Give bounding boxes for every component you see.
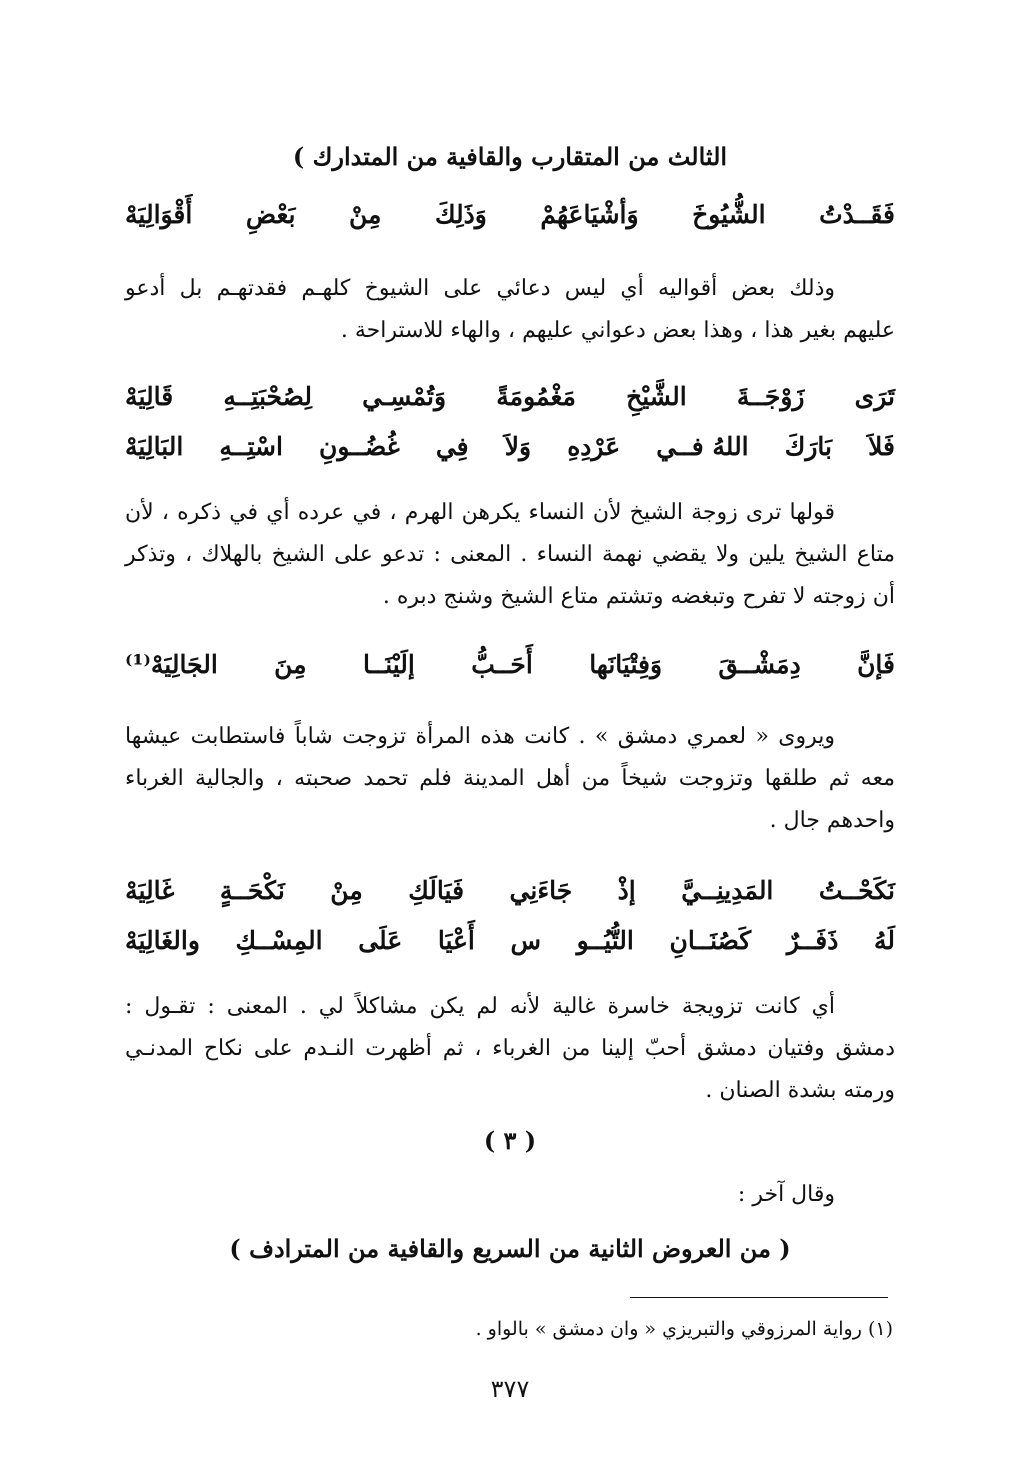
verse-line-2b <box>125 428 895 466</box>
verse-word: أَقْوَالِيَهْ <box>125 200 193 229</box>
verse-word: والغَالِيَهْ <box>125 926 200 955</box>
verse-word: قَالِيَهْ <box>125 382 174 411</box>
verse-word: فَإنَّ <box>857 650 895 679</box>
verse-line-1 <box>125 196 895 234</box>
verse-word: عَلَى <box>358 926 403 955</box>
verse-word: غَالِيَهْ <box>125 876 175 905</box>
meter-heading-1: الثالث من المتقارب والقافية من المتدارك ) <box>292 142 728 171</box>
verse-word: أَحَــبُّ <box>471 650 533 679</box>
verse-line-4a <box>125 872 895 910</box>
text-line: قولها ترى زوجة الشيخ لأن النساء يكرهن الهرم ، في عرده أي في ذكره ، لأن <box>125 500 835 525</box>
verse-word: المِسْــكِ <box>235 926 323 955</box>
commentary-paragraph-1 <box>125 268 895 352</box>
meter-heading-2: ( من العروض الثانية من السريع والقافية من المترادف ) <box>229 1234 791 1263</box>
text-line: ويروى « لعمري دمشق » . كانت هذه المرأة تزوجت شاباً فاستطابت عيشها <box>125 724 835 749</box>
text-line: ورمته بشدة الصنان . <box>705 1078 895 1103</box>
verse-word: مِنْ <box>349 200 382 229</box>
text-line: دمشق وفتيان دمشق أحبّ إلينا من الغرباء ، ثم أظهرت النـدم على نكاح المدنـي <box>125 1036 895 1061</box>
verse-line-4b <box>125 922 895 960</box>
verse-word: دِمَشْــقَ <box>718 650 801 679</box>
verse-word: وَفِتْيَانَها <box>589 650 663 679</box>
verse-word: مِنَ <box>274 650 307 679</box>
verse-word: وَذَلِكَ <box>434 200 487 229</box>
verse-word: فَقَــدْتُ <box>819 200 895 229</box>
verse-word: نَكْحَــةٍ <box>219 876 285 905</box>
verse-word: التُّيُــو <box>576 926 634 955</box>
commentary-paragraph-3 <box>125 716 895 842</box>
footnote: (١) رواية المرزوقي والتبريزي « وان دمشق » بالواو . <box>475 1318 893 1340</box>
verse-line-3 <box>125 646 895 684</box>
verse-word: وَأشْيَاعَهُمْ <box>540 200 639 229</box>
verse-word: المَدِينِــيَّ <box>681 876 774 905</box>
text-line: عليهم بغير هذا ، وهذا بعض دعواني عليهم ، والهاء للاستراحة . <box>340 318 895 343</box>
verse-word: وَتُمْسِـي <box>362 382 447 411</box>
verse-word: فَلاَ <box>868 432 895 461</box>
text-line: وذلك بعض أقواليه أي ليس دعائي على الشيوخ كلهـم فقدتهـم بل أدعو <box>125 276 835 301</box>
verse-word: اللهُ فــي <box>656 432 749 461</box>
verse-word: عَرْدِهِ <box>567 432 621 461</box>
page-number: ٣٧٧ <box>490 1375 530 1403</box>
text-line: أن زوجته لا تفرح وتبغضه وتشتم متاع الشيخ وشنج دبره . <box>382 584 895 609</box>
verse-word: مَغْمُومَةً <box>496 382 576 411</box>
verse-word: مِنْ <box>330 876 363 905</box>
verse-word: إذْ <box>617 876 636 905</box>
verse-word: فَيَالَكِ <box>408 876 465 905</box>
verse-word: لِصُحْبَتِــهِ <box>223 382 312 411</box>
section-number: ( ٣ ) <box>483 1126 537 1155</box>
verse-word: جَاءَنِي <box>509 876 573 905</box>
verse-word: بَارَكَ <box>784 432 833 461</box>
verse-word: أَعْيَا <box>437 926 475 955</box>
verse-word: الجَالِيَهْ⁽¹⁾ <box>125 650 218 679</box>
speaker-intro: وقال آخر : <box>737 1182 835 1207</box>
verse-word: تَرَى <box>854 382 895 411</box>
footnote-divider <box>630 1297 888 1298</box>
commentary-paragraph-4 <box>125 986 895 1112</box>
verse-word: نَكَحْــتُ <box>818 876 895 905</box>
verse-word: الشُّيُوخَ <box>692 200 766 229</box>
commentary-paragraph-2 <box>125 492 895 618</box>
verse-word: البَالِيَهْ <box>125 432 184 461</box>
verse-word: فِي <box>435 432 469 461</box>
verse-word: بَعْضِ <box>245 200 296 229</box>
verse-word: الشَّيْخِ <box>626 382 687 411</box>
text-line: متاع الشيخ يلين ولا يقضي نهمة النساء . المعنى : تدعو على الشيخ بالهلاك ، وتذكر <box>125 542 895 567</box>
verse-word: كَصُنَــانِ <box>669 926 752 955</box>
text-line: أي كانت تزويجة خاسرة غالية لأنه لم يكن مشاكلاً لي . المعنى : تقـول : <box>125 994 835 1019</box>
verse-word: ذَفَــرٌ <box>786 926 839 955</box>
verse-word: س <box>510 926 542 955</box>
text-line: واحدهم جال . <box>769 808 895 833</box>
verse-line-2a <box>125 378 895 416</box>
verse-word: غُضُــونِ <box>319 432 400 461</box>
verse-word: زَوْجَــةَ <box>736 382 805 411</box>
verse-word: لَهُ <box>873 926 895 955</box>
verse-word: وَلاَ <box>504 432 532 461</box>
verse-word: اسْتِــهِ <box>219 432 283 461</box>
text-line: معه ثم طلقها وتزوجت شيخاً من أهل المدينة فلم تحمد صحبته ، والجالية الغرباء <box>125 766 895 791</box>
verse-word: إلَيْنَــا <box>362 650 415 679</box>
